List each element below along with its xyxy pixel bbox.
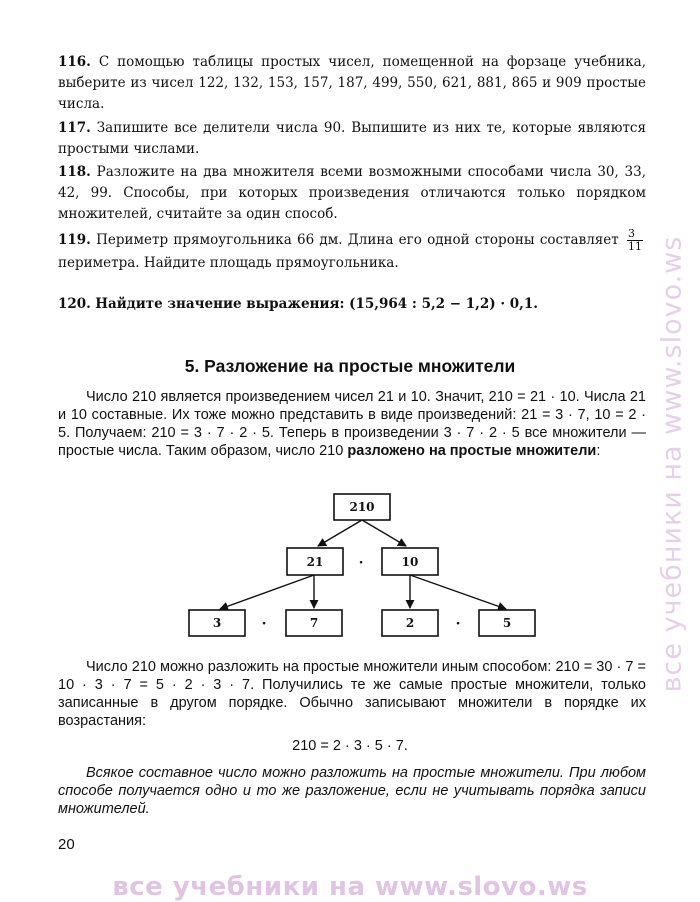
exercise-number: 117. <box>58 120 91 136</box>
node-label: 7 <box>309 616 319 630</box>
exercise-text: Разложите на два множителя всеми возможными способами числа 30, 33, 42, 99. Способы, при которых произведения отличаются только порядком множителей, считайте за один способ. <box>58 164 646 222</box>
exercise-text-end: периметра. Найдите площадь прямоугольника. <box>58 255 399 271</box>
multiplication-dot: · <box>261 616 267 632</box>
fraction-denominator: 11 <box>628 240 643 253</box>
rule-statement: Всякое составное число можно разложить на простые множители. При любом способе получается одно и то же разложение, если не учитывать порядка записи множителей. <box>58 765 646 817</box>
exercise-text: Найдите значение выражения: (15,964 : 5,2 − 1,2) · 0,1. <box>95 296 538 312</box>
page-number: 20 <box>58 836 75 853</box>
side-watermark-text: все учебники на www.slovo.ws <box>656 235 688 693</box>
exercise-text: Периметр прямоугольника 66 дм. Длина его одной стороны составляет <box>96 232 619 248</box>
exercise-number: 116. <box>58 54 91 70</box>
node-label: 2 <box>405 616 415 630</box>
edge-210-10 <box>362 520 406 546</box>
node-label: 10 <box>401 555 419 569</box>
multiplication-dot: · <box>455 616 461 632</box>
intro-bold-term: разложено на простые множители <box>347 443 597 459</box>
node-label: 210 <box>349 500 375 514</box>
section-title: 5. Разложение на простые множители <box>184 356 516 376</box>
bottom-watermark: все учебники на www.slovo.ws <box>112 872 588 902</box>
exercise-number: 118. <box>58 164 91 180</box>
tree-node-21 <box>287 548 343 575</box>
tree-node-5 <box>479 610 535 636</box>
tree-node-2 <box>382 610 438 636</box>
tree-node-root <box>334 494 390 520</box>
node-label: 21 <box>306 555 324 569</box>
tree-node-10 <box>382 548 438 575</box>
edge-210-21 <box>318 520 362 546</box>
fraction-numerator: 3 <box>628 227 636 240</box>
multiplication-dot: · <box>358 555 364 571</box>
edge-10-5 <box>410 575 506 609</box>
exercise-text: Запишите все делители числа 90. Выпишите из них те, которые являются простыми числами. <box>58 120 646 157</box>
exercise-number: 119. <box>58 232 91 248</box>
intro-text: Число 210 является произведением чисел 21 и 10. Значит, 210 = 21 · 10. Числа 21 и 10 составные. Их тоже можно представить в виде произведений: 21 = 3 · 7, 10 = 2 · 5. Получаем: 210 = 3 · 7 · 2 · 5. Теперь в произведении 3 · 7 · 2 · 5 все множители — простые числа. Таким образом, число 210 <box>58 389 646 459</box>
decomposition-formula: 210 = 2 · 3 · 5 · 7. <box>292 738 408 754</box>
exercise-number: 120. <box>58 296 91 312</box>
exercise-text: С помощью таблицы простых чисел, помещенной на форзаце учебника, выберите из чисел 122, 132, 153, 157, 187, 499, 550, 621, 881, 865 и 909 простые числа. <box>58 54 646 112</box>
edge-21-3 <box>220 575 314 609</box>
tree-node-3 <box>189 610 245 636</box>
node-label: 3 <box>212 616 222 630</box>
node-label: 5 <box>502 616 512 630</box>
tree-node-7 <box>286 610 342 636</box>
intro-end: : <box>596 443 601 459</box>
second-paragraph: Число 210 можно разложить на простые множители иным способом: 210 = 30 · 7 = 10 · 3 · 7 = 5 · 2 · 3 · 7. Получились те же самые простые множители, только записанные в другом порядке. Обычно записывают множители в порядке их возрастания: <box>58 659 646 729</box>
